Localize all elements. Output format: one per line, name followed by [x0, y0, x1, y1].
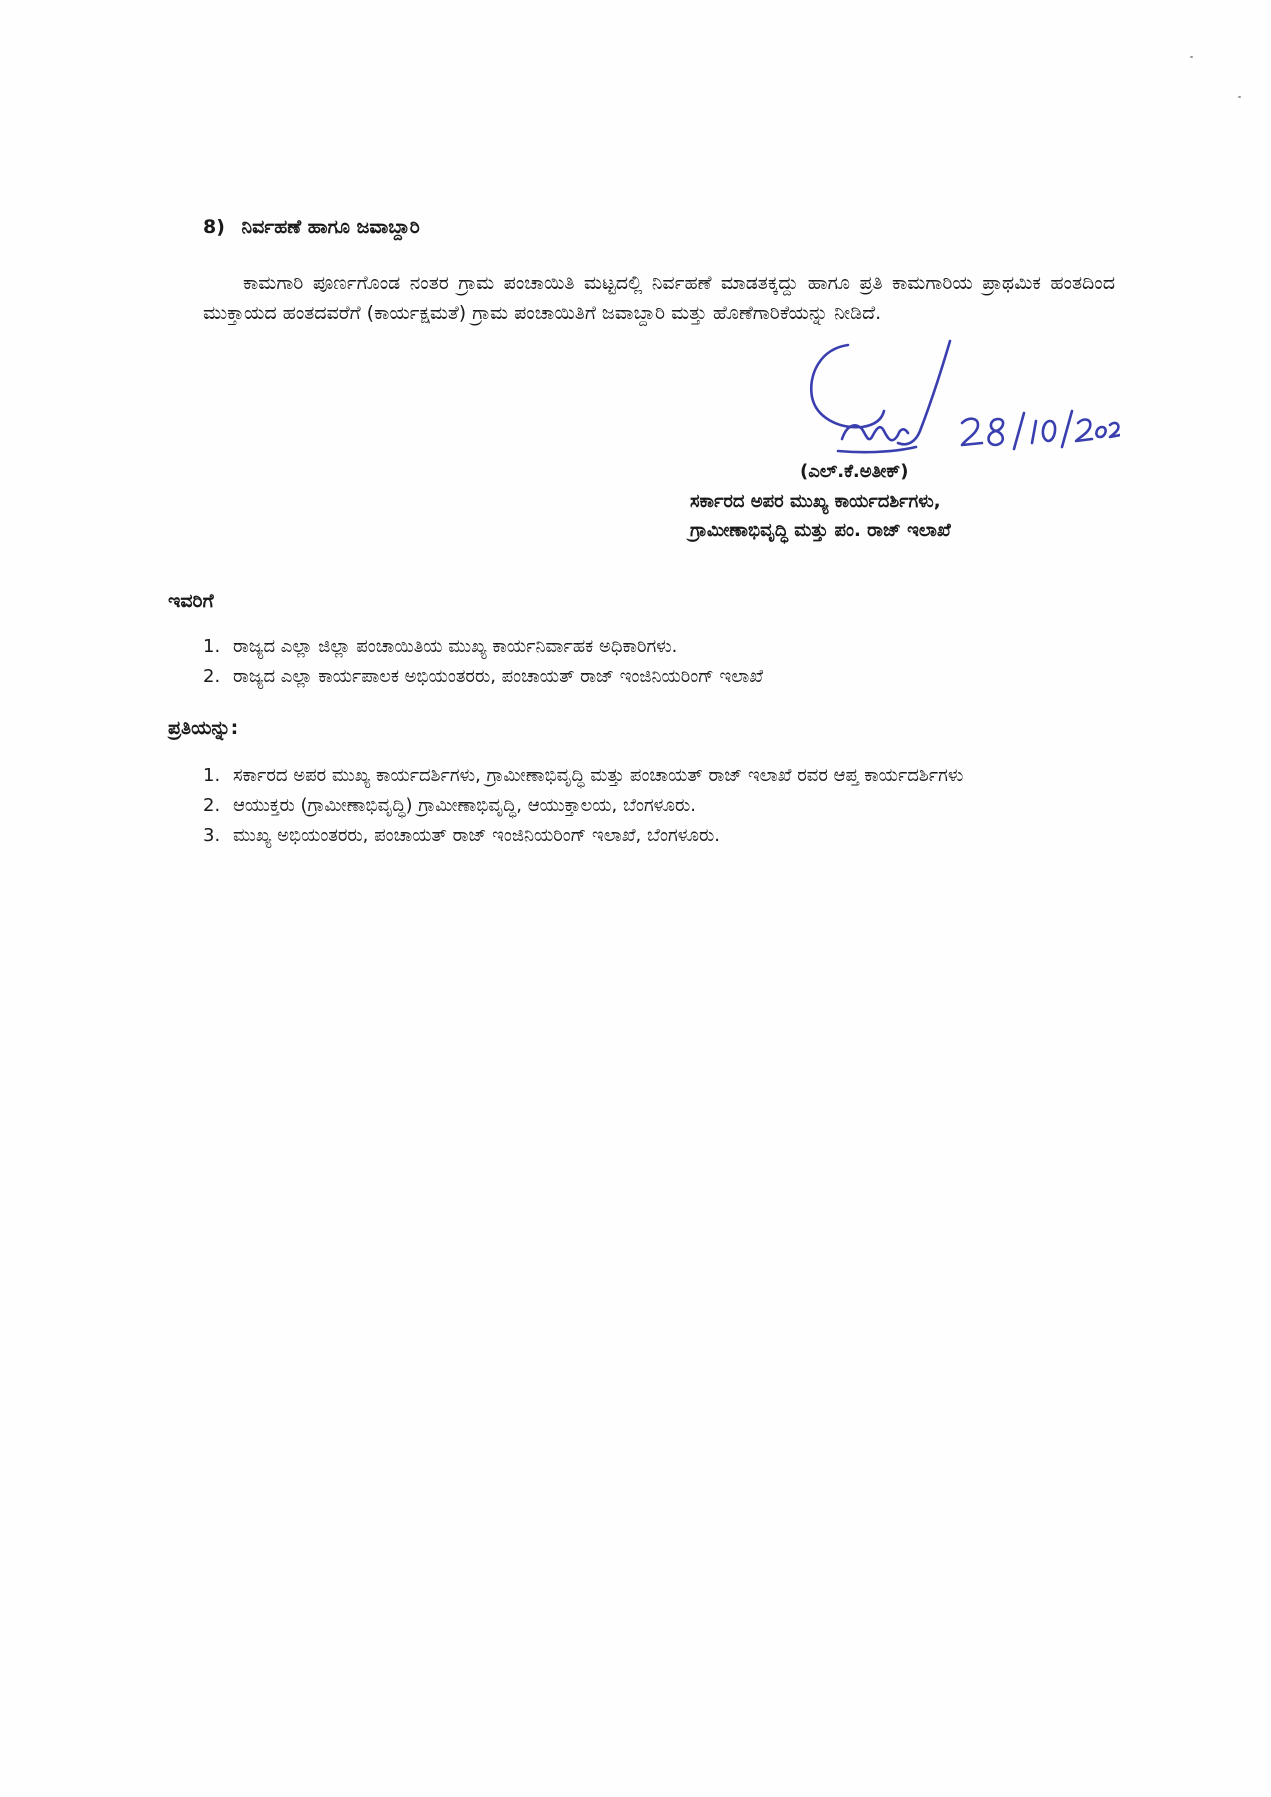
signatory-designation [690, 487, 951, 545]
list-item: 2. ಆಯುಕ್ತರು (ಗ್ರಾಮೀಣಾಭಿವೃದ್ಧಿ) ಗ್ರಾಮೀಣಾಭಿವೃದ್ಧಿ, ಆಯುಕ್ತಾಲಯ, ಬೆಂಗಳೂರು. [203, 795, 696, 816]
list-item: 3. ಮುಖ್ಯ ಅಭಿಯಂತರರು, ಪಂಚಾಯತ್ ರಾಜ್ ಇಂಜಿನಿಯರಿಂಗ್ ಇಲಾಖೆ, ಬೆಂಗಳೂರು. [203, 825, 720, 846]
section-heading [203, 216, 420, 238]
list-item: 1. ರಾಜ್ಯದ ಎಲ್ಲಾ ಜಿಲ್ಲಾ ಪಂಚಾಯಿತಿಯ ಮುಖ್ಯ ಕಾರ್ಯನಿರ್ವಾಹಕ ಅಧಿಕಾರಿಗಳು. [203, 636, 678, 657]
copies-list [203, 762, 1103, 852]
list-item: 2. ರಾಜ್ಯದ ಎಲ್ಲಾ ಕಾರ್ಯಪಾಲಕ ಅಭಿಯಂತರರು, ಪಂಚಾಯತ್ ರಾಜ್ ಇಂಜಿನಿಯರಿಂಗ್ ಇಲಾಖೆ [203, 666, 764, 687]
section-title: ನಿರ್ವಹಣೆ ಹಾಗೂ ಜವಾಬ್ದಾರಿ [241, 216, 420, 238]
recipients-list [203, 633, 1103, 693]
section-paragraph: ಕಾಮಗಾರಿ ಪೂರ್ಣಗೊಂಡ ನಂತರ ಗ್ರಾಮ ಪಂಚಾಯಿತಿ ಮಟ್ಟದಲ್ಲಿ ನಿರ್ವಹಣೆ ಮಾಡತಕ್ಕದ್ದು ಹಾಗೂ ಪ್ರತಿ ಕಾಮಗಾರಿಯ ಪ್ರಾಥಮಿಕ ಹಂತದಿಂದ ಮುಕ್ತಾಯದ ಹಂತದವರೆಗೆ (ಕಾರ್ಯಕ್ಷಮತೆ) ಗ್ರಾಮ ಪಂಚಾಯಿತಿಗೆ ಜವಾಬ್ದಾರಿ ಮತ್ತು ಹೊಣೆಗಾರಿಕೆಯನ್ನು ನೀಡಿದೆ. [203, 272, 1115, 324]
section-number: 8) [203, 216, 225, 238]
handwritten-signature [780, 335, 1120, 465]
scan-speck [1190, 56, 1193, 58]
recipients-heading: ಇವರಿಗೆ [168, 590, 214, 612]
scan-speck [1238, 96, 1241, 98]
signatory-name: (ಎಲ್.ಕೆ.ಅತೀಕ್) [800, 461, 909, 482]
copies-heading: ಪ್ರತಿಯನ್ನು: [168, 717, 239, 739]
designation-line-1: ಸರ್ಕಾರದ ಅಪರ ಮುಖ್ಯ ಕಾರ್ಯದರ್ಶಿಗಳು, [690, 491, 941, 512]
designation-line-2: ಗ್ರಾಮೀಣಾಭಿವೃದ್ಧಿ ಮತ್ತು ಪಂ. ರಾಜ್ ಇಲಾಖೆ [690, 520, 951, 541]
list-item: 1. ಸರ್ಕಾರದ ಅಪರ ಮುಖ್ಯ ಕಾರ್ಯದರ್ಶಿಗಳು, ಗ್ರಾಮೀಣಾಭಿವೃದ್ಧಿ ಮತ್ತು ಪಂಚಾಯತ್ ರಾಜ್ ಇಲಾಖೆ ರವರ ಆಪ್ತ ಕಾರ್ಯದರ್ಶಿಗಳು [203, 765, 964, 786]
